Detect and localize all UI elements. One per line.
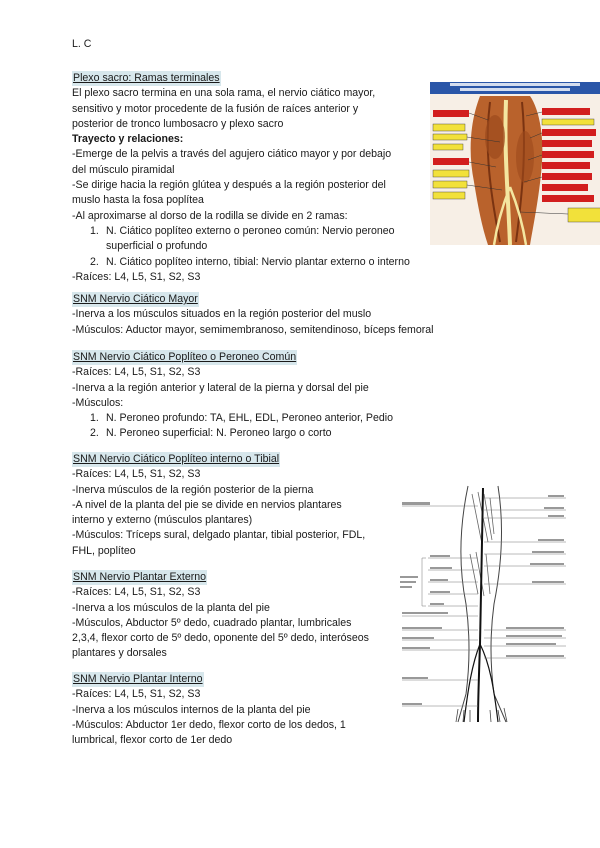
text-line: El plexo sacro termina en una sola rama, el nervio ciático mayor, <box>72 87 376 100</box>
list-number: 2. <box>90 255 99 268</box>
text-line: -Se dirige hacia la región glútea y después a la región posterior del <box>72 179 386 192</box>
text-line: lumbrical, flexor corto de 1er dedo <box>72 734 233 747</box>
text-line: -Músculos: <box>72 396 124 409</box>
tibial-nerve-diagram <box>398 484 570 724</box>
text-line: posterior de tronco lumbosacro y plexo sacro <box>72 117 284 130</box>
section-title: SNM Nervio Ciático Poplíteo o Peroneo Común <box>72 350 297 365</box>
section-plantar-externo <box>72 570 369 662</box>
section-plexo <box>72 71 412 285</box>
text-line: -Músculos: Abductor 1er dedo, flexor corto de los dedos, 1 <box>72 718 346 731</box>
text-line: -Raíces: L4, L5, S1, S2, S3 <box>72 270 201 283</box>
text-line: FHL, poplíteo <box>72 544 136 557</box>
section-plantar-interno <box>72 672 346 748</box>
text-line: -Inerva a la región anterior y lateral de la pierna y dorsal del pie <box>72 381 369 394</box>
subheading: Trayecto y relaciones: <box>72 133 184 146</box>
text-line: del músculo piramidal <box>72 163 175 176</box>
list-text: N. Peroneo superficial: N. Peroneo largo o corto <box>106 427 332 440</box>
text-line: -Músculos: Aductor mayor, semimembranoso, semitendinoso, bíceps femoral <box>72 323 434 336</box>
section-tibial <box>72 452 365 559</box>
author-initials: L. C <box>72 38 92 50</box>
list-number: 2. <box>90 427 99 440</box>
list-text: N. Ciático poplíteo externo o peroneo común: Nervio peroneo <box>106 224 395 237</box>
section-title: SNM Nervio Plantar Externo <box>72 570 207 585</box>
section-title: SNM Nervio Plantar Interno <box>72 672 204 687</box>
list-item <box>72 255 412 270</box>
text-line: -Músculos, Abductor 5º dedo, cuadrado plantar, lumbricales <box>72 616 352 629</box>
text-line: sensitivo y motor procedente de la fusión de raíces anterior y <box>72 102 359 115</box>
muscle-list <box>72 411 393 442</box>
anatomy-photo-figure <box>430 82 600 245</box>
text-line: -Al aproximarse al dorso de la rodilla se divide en 2 ramas: <box>72 209 348 222</box>
text-line: 2,3,4, flexor corto de 5º dedo, oponente del 5º dedo, interóseos <box>72 632 369 645</box>
label-red <box>433 110 469 117</box>
section-title: SNM Nervio Ciático Mayor <box>72 292 199 307</box>
list-text: superficial o profundo <box>106 240 208 253</box>
text-line: -Inerva a los músculos de la planta del pie <box>72 601 270 614</box>
section-peroneo <box>72 350 393 442</box>
text-line: -Inerva a los músculos situados en la región posterior del muslo <box>72 308 372 321</box>
text-line: -Emerge de la pelvis a través del agujero ciático mayor y por debajo <box>72 148 392 161</box>
section-title: SNM Nervio Ciático Poplíteo interno o Tibial <box>72 452 280 467</box>
text-line: -Raíces: L4, L5, S1, S2, S3 <box>72 586 201 599</box>
ramas-list <box>72 224 412 270</box>
list-number: 1. <box>90 412 99 425</box>
list-text: N. Peroneo profundo: TA, EHL, EDL, Peroneo anterior, Pedio <box>106 412 393 425</box>
text-line: -Raíces: L4, L5, S1, S2, S3 <box>72 468 201 481</box>
text-line: -Raíces: L4, L5, S1, S2, S3 <box>72 366 201 379</box>
list-text: N. Ciático poplíteo interno, tibial: Nervio plantar externo o interno <box>106 255 410 268</box>
nerve-diagram-illustration <box>398 484 570 724</box>
list-item <box>72 411 393 426</box>
list-number: 1. <box>90 224 99 237</box>
anatomy-photo-illustration <box>430 82 600 245</box>
text-line: -Músculos: Tríceps sural, delgado plantar, tibial posterior, FDL, <box>72 529 366 542</box>
text-line: -Raíces: L4, L5, S1, S2, S3 <box>72 688 201 701</box>
section-title: Plexo sacro: Ramas terminales <box>72 71 221 86</box>
section-ciatico-mayor <box>72 292 434 338</box>
text-line: plantares y dorsales <box>72 647 167 660</box>
list-item <box>72 224 412 255</box>
text-line: -A nivel de la planta del pie se divide en nervios plantares <box>72 498 342 511</box>
text-line: interno y externo (músculos plantares) <box>72 514 253 527</box>
list-item <box>72 426 393 441</box>
text-line: muslo hasta la fosa poplítea <box>72 194 204 207</box>
text-line: -Inerva a los músculos internos de la planta del pie <box>72 703 311 716</box>
text-line: -Inerva músculos de la región posterior de la pierna <box>72 483 314 496</box>
